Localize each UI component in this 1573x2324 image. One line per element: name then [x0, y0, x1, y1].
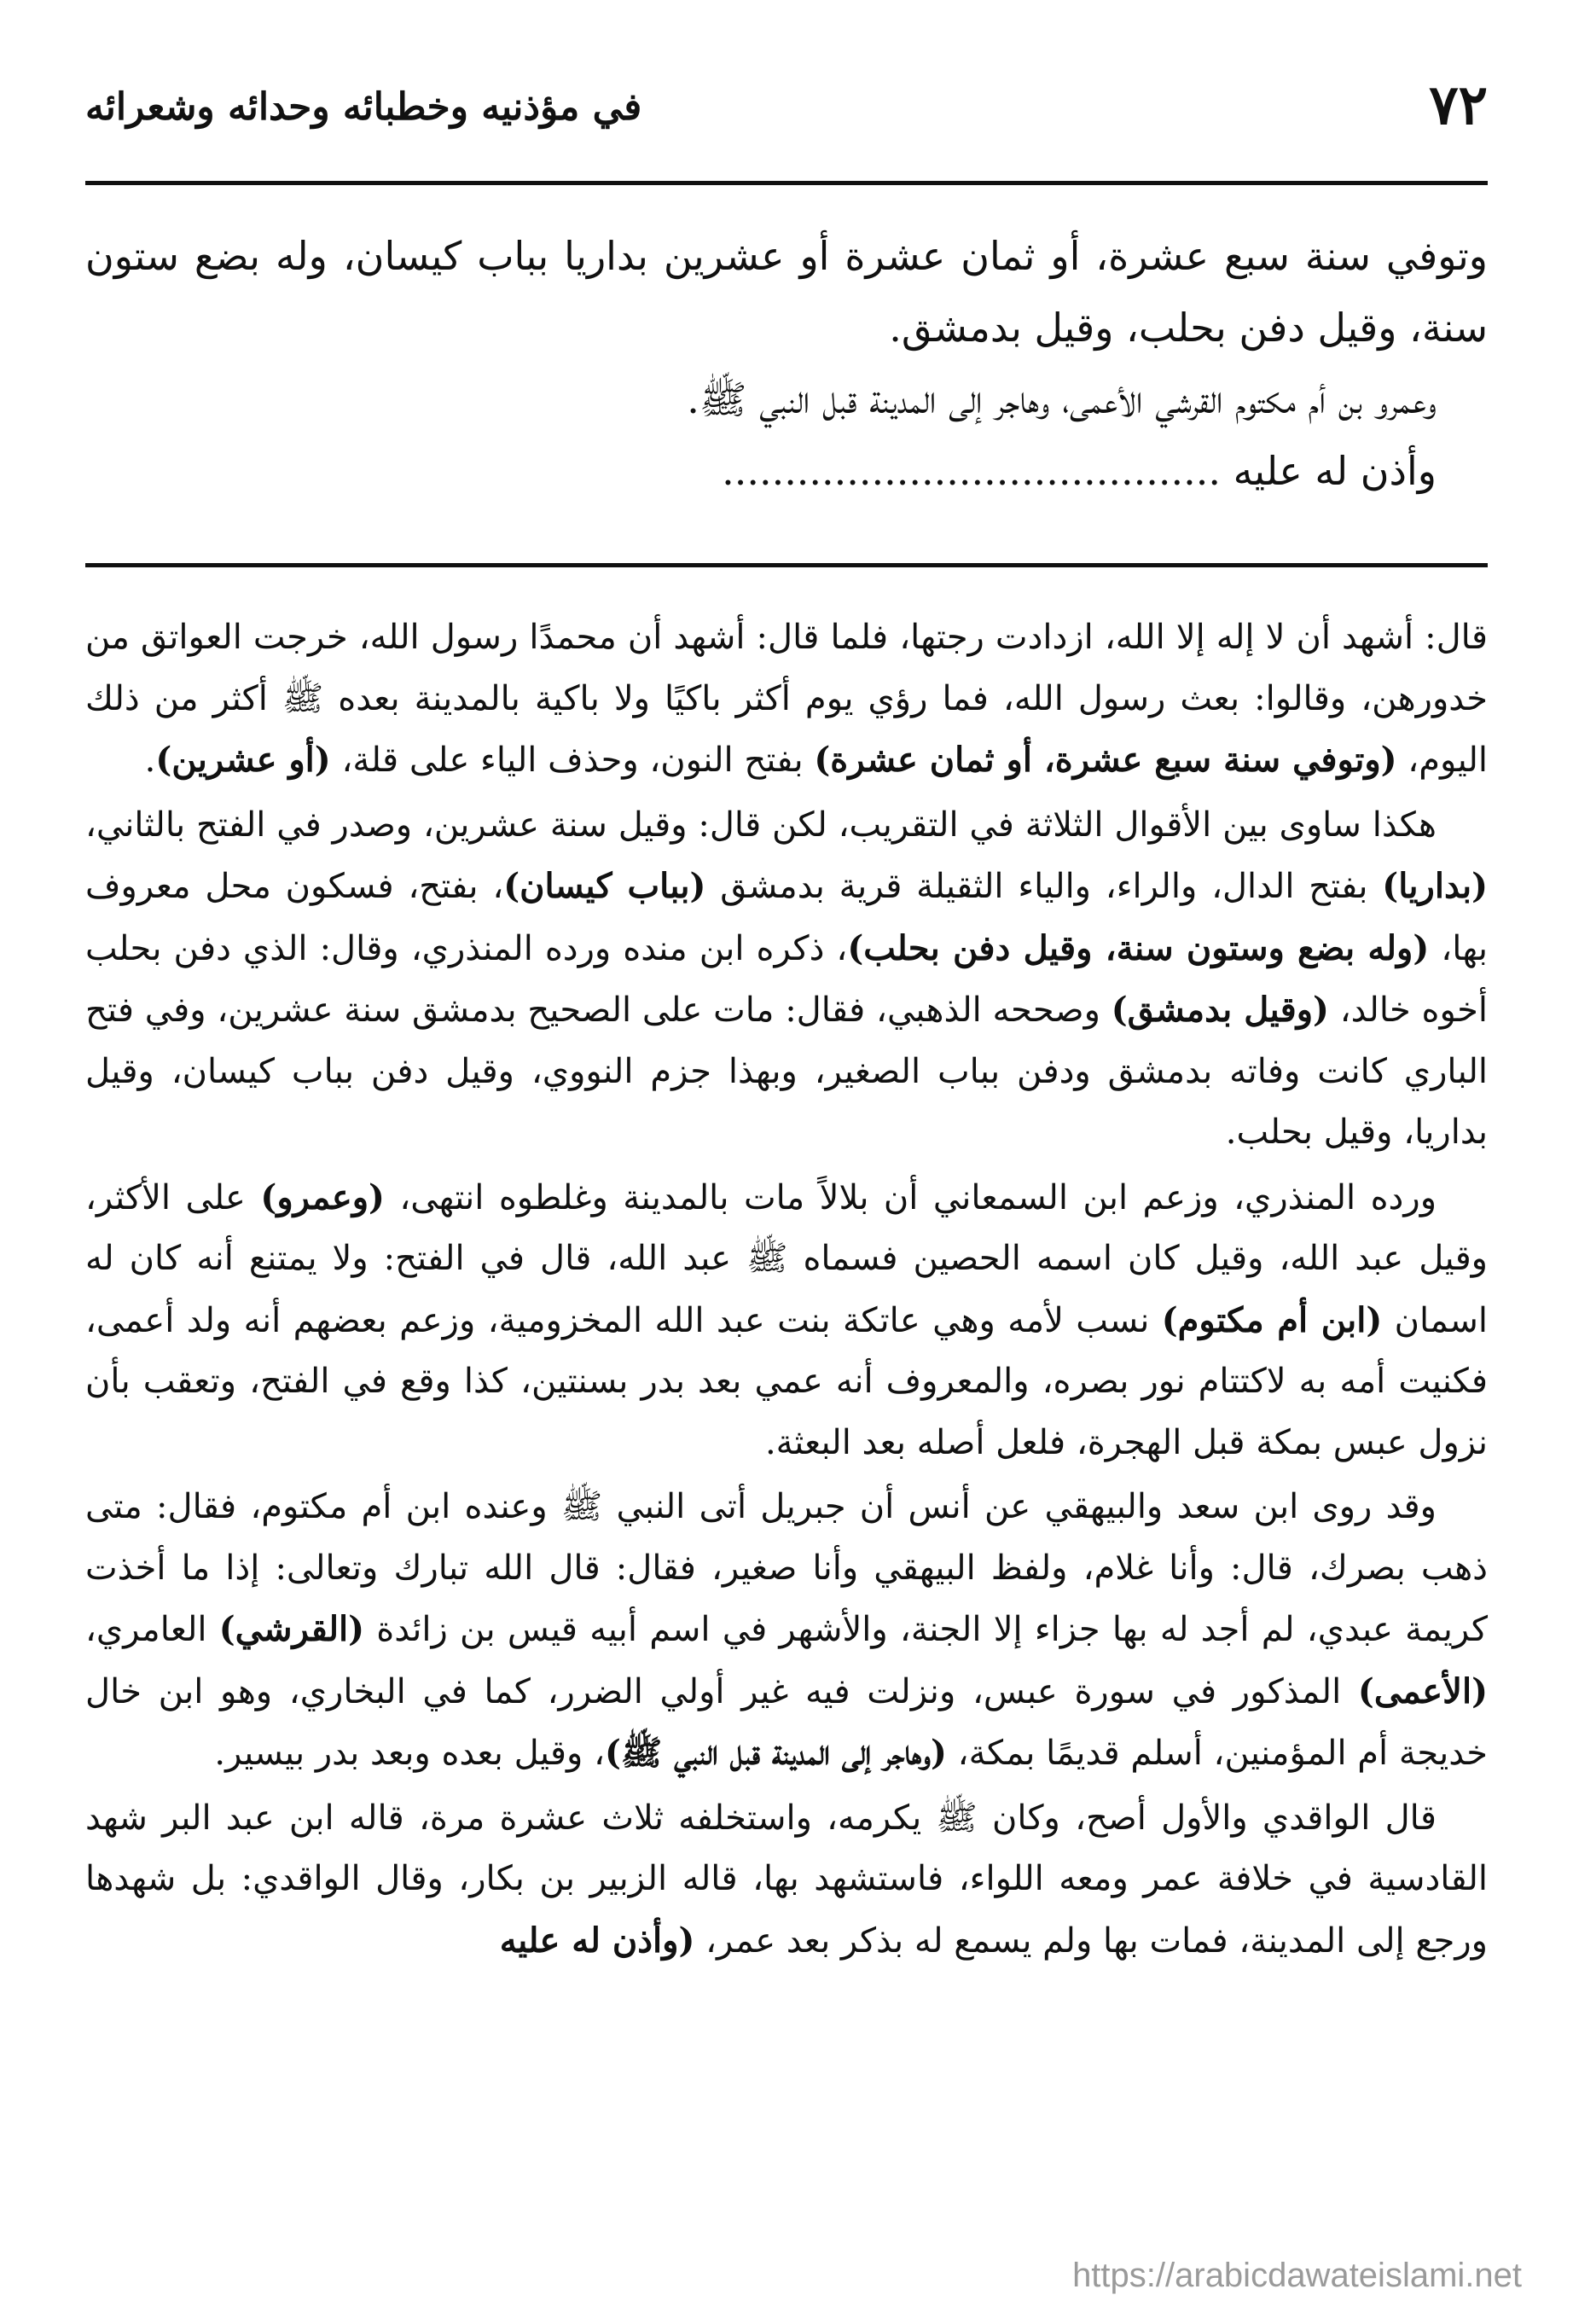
quoted-matn: (وقيل بدمشق): [1111, 990, 1329, 1030]
commentary: [85, 607, 1488, 1975]
quoted-matn: (وهاجر إلى المدينة قبل النبي ﷺ): [605, 1733, 947, 1773]
commentary-paragraph: [85, 795, 1488, 1164]
page-header: [85, 67, 1488, 160]
commentary-text: قال: أشهد أن لا إله إلا الله، ازدادت رجتها، فلما قال: أشهد أن محمدًا رسول الله، خرجت العواتق من خدورهن، وقالوا: بعث رسول الله، فما رؤي يوم أكثر باكيًا ولا باكية بالمدينة بعده ﷺ أكثر من ذلك اليوم،: [85, 618, 1488, 780]
quoted-matn: (وعمرو): [260, 1177, 385, 1217]
header-rule: [85, 181, 1488, 185]
commentary-text: على الأكثر، وقيل عبد الله، وقيل كان اسمه الحصين فسماه ﷺ عبد الله، قال في الفتح: ولا يمتنع أنه كان له اسمان: [85, 1177, 1489, 1340]
main-text-fragment: وأذن له عليه: [1233, 448, 1437, 494]
running-title: في مؤذنيه وخطبائه وحدائه وشعرائه: [85, 85, 642, 129]
commentary-text: هكذا ساوى بين الأقوال الثلاثة في التقريب، لكن قال: وقيل سنة عشرين، وصدر في الفتح بالثاني،: [85, 805, 1437, 845]
main-text-line: [85, 435, 1488, 507]
commentary-text: ، وقيل بعده وبعد بدر بيسير.: [214, 1734, 605, 1773]
commentary-paragraph: [85, 1788, 1488, 1972]
ellipsis-dots: ........................................: [722, 448, 1221, 494]
quoted-matn: (وله بضع وستون سنة، وقيل دفن بحلب): [847, 927, 1430, 968]
main-text: [85, 220, 1488, 507]
commentary-text: ورده المنذري، وزعم ابن السمعاني أن بلالاً مات بالمدينة وغلطوه انتهى،: [384, 1177, 1437, 1217]
separator-rule: [85, 563, 1488, 567]
quoted-matn: (وأذن له عليه: [499, 1920, 695, 1961]
quoted-matn: (أو عشرين): [155, 740, 331, 780]
commentary-text: .: [144, 741, 156, 780]
page-number: ٧٢: [1429, 73, 1488, 137]
commentary-text: بفتح الدال، والراء، والياء الثقيلة قرية بدمشق: [705, 867, 1383, 906]
commentary-text: بفتح النون، وحذف الياء على قلة،: [330, 741, 815, 780]
quoted-matn: (بباب كيسان): [503, 866, 706, 906]
commentary-paragraph: [85, 1167, 1488, 1474]
commentary-text: قال الواقدي والأول أصح، وكان ﷺ يكرمه، واستخلفه ثلاث عشرة مرة، قاله ابن عبد البر شهد القادسية في خلافة عمر ومعه اللواء، فاستشهد بها، قاله الزبير بن بكار، وقال الواقدي: بل شهدها ورجع إلى المدينة، فمات بها ولم يسمع له بذكر بعد عمر،: [85, 1798, 1488, 1961]
quoted-matn: (ابن أم مكتوم): [1161, 1299, 1383, 1340]
quoted-matn: (وتوفي سنة سبع عشرة، أو ثمان عشرة): [814, 740, 1397, 780]
commentary-text: نسب لأمه وهي عاتكة بنت عبد الله المخزومية، وزعم بعضهم أنه ولد أعمى، فكنيت أمه به لاكتتام نور بصره، والمعروف أنه عمي بعد بدر بسنتين، كذا وقع في الفتح، وتعقب بأن نزول عبس بمكة قبل الهجرة، فلعل أصله بعد البعثة.: [85, 1300, 1488, 1462]
watermark-url: https://arabicdawateislami.net: [1072, 2257, 1522, 2294]
commentary-text: وصححه الذهبي، فقال: مات على الصحيح بدمشق سنة عشرين، وفي فتح الباري كانت وفاته بدمشق ودفن بباب الصغير، وبهذا جزم النووي، وقيل دفن بباب كيسان، وقيل بداريا، وقيل بحلب.: [85, 991, 1488, 1152]
commentary-text: ، بفتح، فسكون محل معروف بها،: [85, 867, 1488, 968]
main-text-line: وعمرو بن أم مكتوم القرشي الأعمى، وهاجر إلى المدينة قبل النبي ﷺ.: [687, 376, 1437, 422]
quoted-matn: (القرشي): [218, 1609, 365, 1649]
commentary-text: وقد روى ابن سعد والبيهقي عن أنس أن جبريل أتى النبي ﷺ وعنده ابن أم مكتوم، فقال: متى ذهب بصرك، قال: وأنا غلام، ولفظ البيهقي وأنا صغير، فقال: قال الله تبارك وتعالى: إذا ما أخذت كريمة عبدي، لم أجد له بها جزاء إلا الجنة، والأشهر في اسم أبيه قيس بن زائدة: [85, 1487, 1488, 1649]
quoted-matn: (بداريا): [1382, 866, 1489, 906]
quoted-matn: (الأعمى): [1357, 1670, 1488, 1711]
commentary-text: العامري،: [85, 1610, 219, 1649]
commentary-paragraph: [85, 1477, 1488, 1785]
commentary-paragraph: [85, 607, 1488, 792]
commentary-text: المذكور في سورة عبس، ونزلت فيه غير أولي الضرر، كما في البخاري، وهو ابن خال خديجة أم المؤمنين، أسلم قديمًا بمكة،: [85, 1671, 1488, 1773]
commentary-text: ، ذكره ابن منده ورده المنذري، وقال: الذي دفن بحلب أخوه خالد،: [85, 928, 1488, 1030]
main-text-line: وتوفي سنة سبع عشرة، أو ثمان عشرة أو عشرين بداريا بباب كيسان، وله بضع ستون سنة، وقيل دفن بحلب، وقيل بدمشق.: [85, 233, 1488, 351]
